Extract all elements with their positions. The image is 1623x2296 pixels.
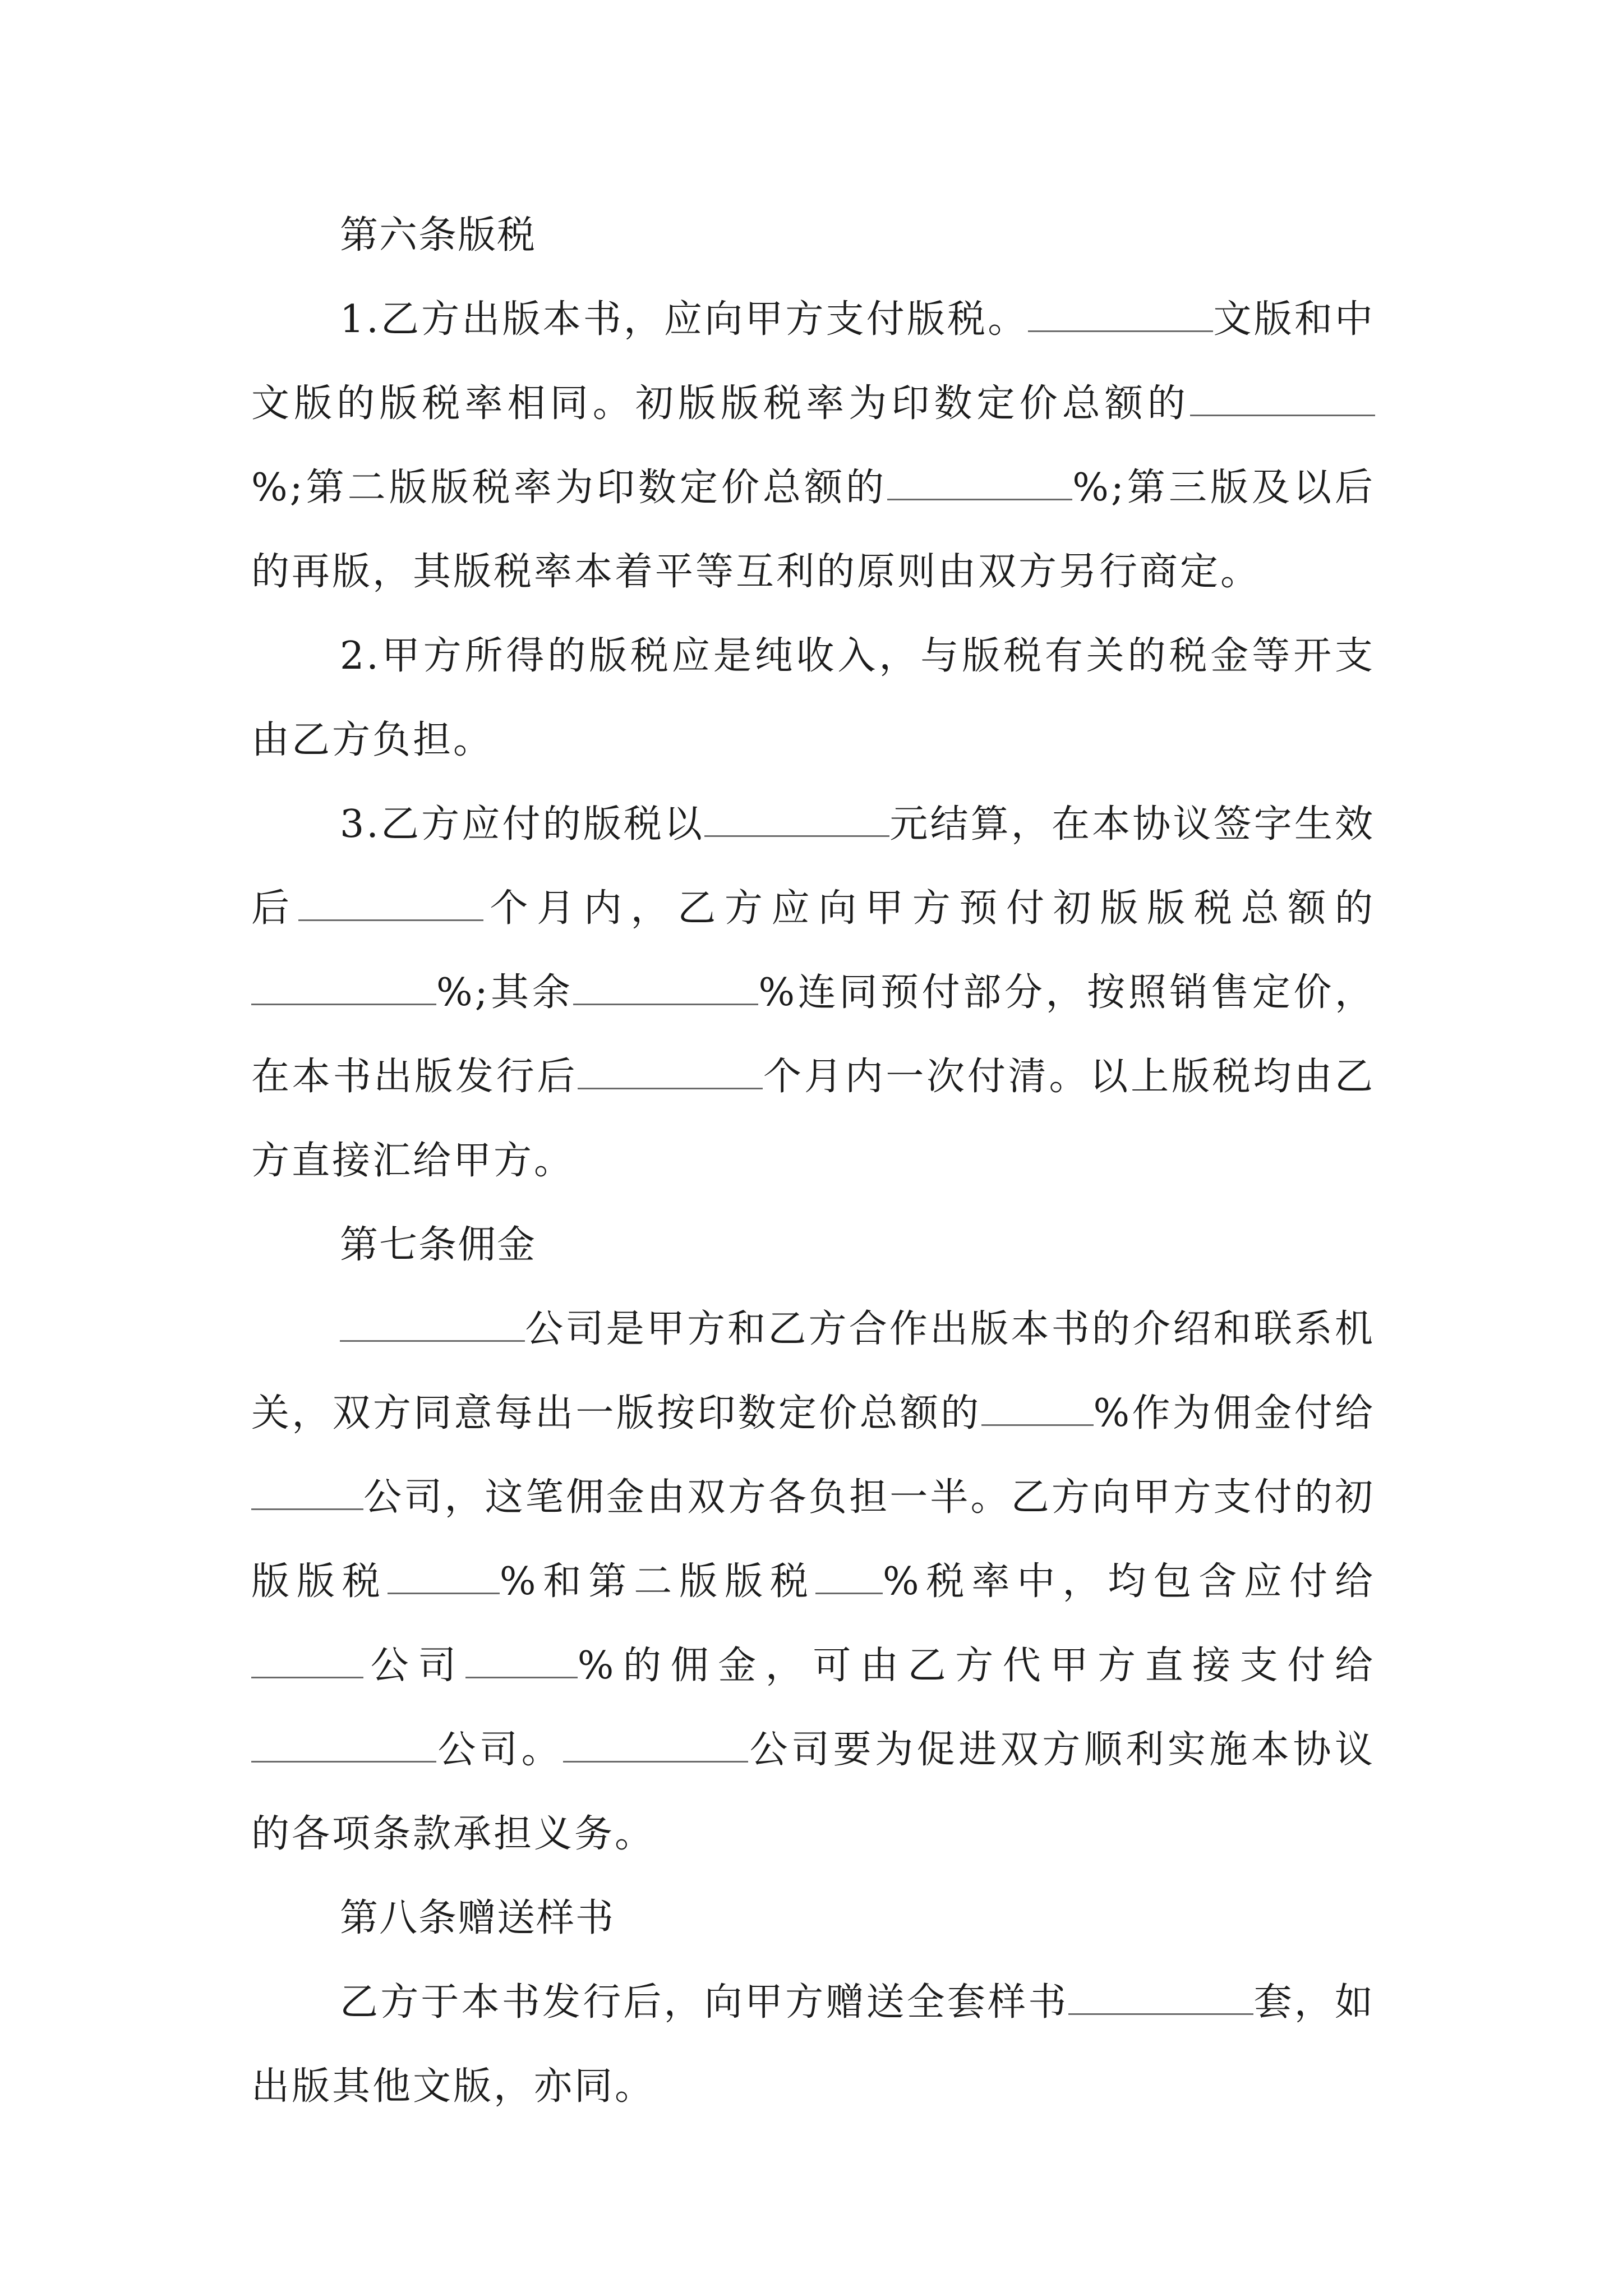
text: 公司，这笔佣金由双方各负担一半。乙方向甲方支付的初版版税	[251, 1475, 1375, 1604]
fill-blank[interactable]	[981, 1392, 1094, 1426]
fill-blank[interactable]	[251, 971, 436, 1005]
text: 公司是甲方和乙方合作出版本书的介绍和联系机关，双方同意每出一版按印数定价总额的	[251, 1307, 1375, 1435]
fill-blank[interactable]	[1028, 298, 1213, 332]
text: 套，如出版其他文版，亦同。	[251, 1980, 1375, 2109]
fill-blank[interactable]	[251, 1476, 363, 1510]
text: 元结算，在本协议签字生效后	[251, 802, 1375, 931]
text: %连同预付部分，按照销售定价，在本书出版发行后	[251, 970, 1375, 1099]
text: 乙方于本书发行后，向甲方赠送全套样书	[340, 1980, 1069, 2024]
text: %;第二版版税率为印数定价总额的	[251, 466, 888, 510]
text: 公司。	[436, 1728, 564, 1772]
article-8-clause	[251, 1961, 1375, 2129]
fill-blank[interactable]	[704, 803, 889, 837]
fill-blank[interactable]	[251, 1644, 363, 1678]
article-6-clause-3	[251, 783, 1375, 1203]
fill-blank[interactable]	[887, 466, 1072, 500]
fill-blank[interactable]	[388, 1560, 500, 1594]
fill-blank[interactable]	[1190, 382, 1375, 416]
article-7-clause	[251, 1287, 1375, 1876]
article-6-clause-1	[251, 278, 1375, 614]
text: %;第三版及以后的再版，其版税率本着平等互利的原则由双方另行商定。	[251, 466, 1375, 594]
fill-blank[interactable]	[1068, 1981, 1253, 2015]
fill-blank[interactable]	[815, 1560, 883, 1594]
text: 个月内，乙方应向甲方预付初版版税总额的	[483, 886, 1375, 931]
contract-page	[251, 194, 1375, 2129]
fill-blank[interactable]	[251, 1728, 436, 1763]
text: 个月内一次付清。以上版税均由乙方直接汇给甲方。	[251, 1055, 1375, 1183]
fill-blank[interactable]	[578, 1055, 763, 1089]
article-6-title: 第六条版税	[340, 213, 537, 257]
text: %税率中，均包含应付给	[882, 1559, 1375, 1604]
fill-blank[interactable]	[563, 1728, 748, 1763]
article-8-title: 第八条赠送样书	[340, 1896, 615, 1940]
text: 1.乙方出版本书，应向甲方支付版税。	[340, 297, 1029, 342]
text: 公司要为促进双方顺利实施本协议的各项条款承担义务。	[251, 1728, 1375, 1856]
text: 3.乙方应付的版税以	[340, 802, 705, 846]
text: %的佣金，可由乙方代甲方直接支付给	[577, 1644, 1375, 1688]
article-7-title: 第七条佣金	[340, 1223, 537, 1267]
text: %和第二版版税	[499, 1559, 815, 1604]
fill-blank[interactable]	[573, 971, 758, 1005]
text: 文版和中文版的版税率相同。初版版税率为印数定价总额的	[251, 297, 1375, 426]
fill-blank[interactable]	[298, 887, 483, 921]
article-6-clause-2: 2.甲方所得的版税应是纯收入，与版税有关的税金等开支由乙方负担。	[251, 634, 1375, 762]
text: %作为佣金付给	[1093, 1391, 1375, 1435]
fill-blank[interactable]	[340, 1308, 525, 1342]
text: 公司	[363, 1644, 465, 1688]
fill-blank[interactable]	[465, 1644, 578, 1678]
text: %;其余	[436, 970, 574, 1015]
